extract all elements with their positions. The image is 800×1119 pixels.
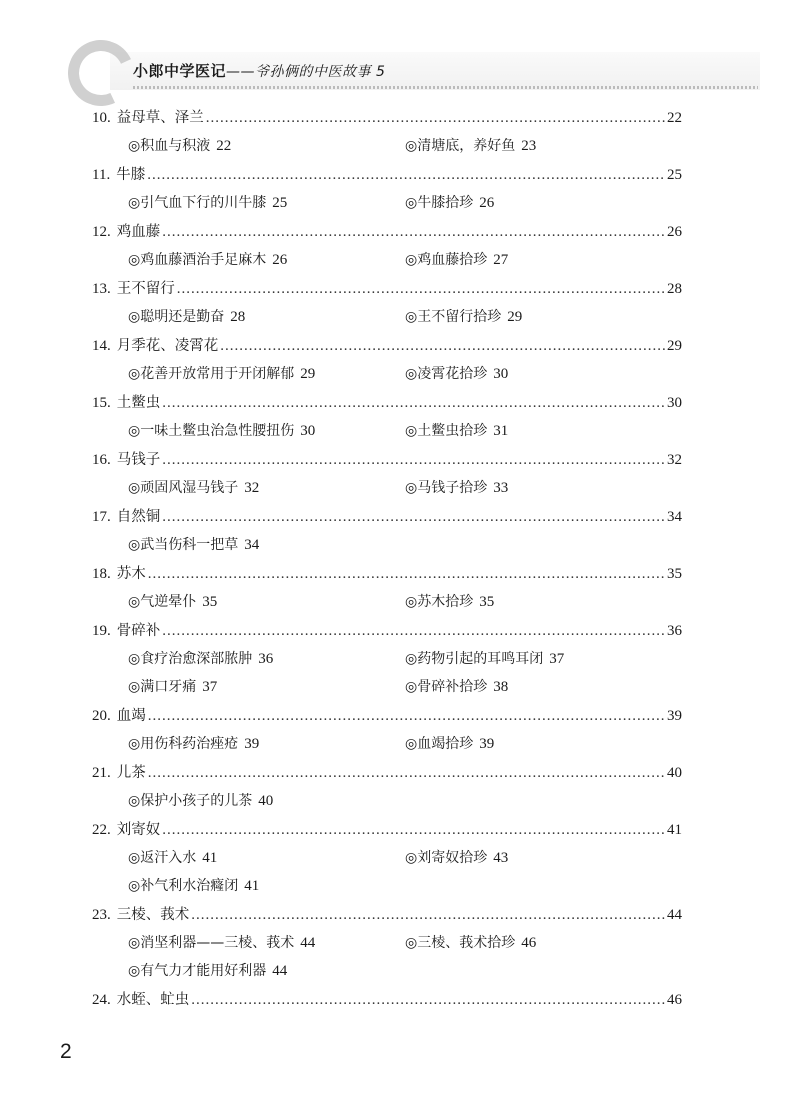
subsection-title: ◎土鳖虫拾珍 xyxy=(405,423,488,439)
toc-chapter xyxy=(92,389,682,445)
subsection-page: 36 xyxy=(258,651,274,667)
chapter-title-row[interactable] xyxy=(92,218,682,246)
chapter-number: 22. xyxy=(92,822,111,838)
chapter-page: 41 xyxy=(667,822,682,838)
subsection-entry[interactable] xyxy=(128,189,405,217)
subsection-page: 29 xyxy=(300,366,316,382)
chapter-title-row[interactable] xyxy=(92,986,682,1014)
chapter-title-row[interactable] xyxy=(92,560,682,588)
subsection-title: ◎积血与积液 xyxy=(128,138,211,154)
dot-leader xyxy=(162,503,665,531)
subsection-entry[interactable] xyxy=(128,787,430,815)
toc-chapter xyxy=(92,816,682,900)
toc-chapter xyxy=(92,161,682,217)
chapter-title-row[interactable] xyxy=(92,617,682,645)
subsection-page: 31 xyxy=(493,423,509,439)
subsection-entry[interactable] xyxy=(405,417,682,445)
page-number: 2 xyxy=(60,1040,72,1063)
subsection-page: 35 xyxy=(479,594,495,610)
chapter-page: 39 xyxy=(667,708,682,724)
subsection-row xyxy=(92,645,682,673)
subsection-entry[interactable] xyxy=(405,645,682,673)
book-subtitle: ——爷孙俩的中医故事 5 xyxy=(226,64,386,80)
subsection-entry[interactable] xyxy=(405,588,682,616)
chapter-title: 血竭 xyxy=(116,708,146,724)
subsection-page: 32 xyxy=(244,480,260,496)
subsection-entry[interactable] xyxy=(405,673,682,701)
dot-leader xyxy=(177,275,665,303)
table-of-contents xyxy=(92,104,682,1015)
chapter-page: 44 xyxy=(667,907,682,923)
subsection-entry[interactable] xyxy=(128,588,405,616)
subsection-entry[interactable] xyxy=(128,872,430,900)
chapter-page: 46 xyxy=(667,992,682,1008)
subsection-row xyxy=(92,844,682,872)
subsection-page: 34 xyxy=(244,537,260,553)
subsection-title: ◎药物引起的耳鸣耳闭 xyxy=(405,651,544,667)
subsection-title: ◎满口牙痛 xyxy=(128,679,197,695)
chapter-title: 牛膝 xyxy=(116,167,146,183)
subsection-page: 23 xyxy=(521,138,537,154)
subsection-title: ◎骨碎补拾珍 xyxy=(405,679,488,695)
subsection-page: 39 xyxy=(479,736,495,752)
chapter-page: 26 xyxy=(667,224,682,240)
chapter-title: 三棱、莪术 xyxy=(116,907,190,923)
subsection-page: 26 xyxy=(479,195,495,211)
subsection-title: ◎血竭拾珍 xyxy=(405,736,474,752)
chapter-page: 22 xyxy=(667,110,682,126)
subsection-page: 30 xyxy=(493,366,509,382)
toc-chapter xyxy=(92,759,682,815)
chapter-number: 15. xyxy=(92,395,111,411)
chapter-title: 自然铜 xyxy=(116,509,161,525)
toc-chapter xyxy=(92,702,682,758)
subsection-entry[interactable] xyxy=(128,474,405,502)
subsection-entry[interactable] xyxy=(128,360,405,388)
subsection-entry[interactable] xyxy=(128,132,405,160)
subsection-row xyxy=(92,132,682,160)
subsection-row xyxy=(92,730,682,758)
subsection-title: ◎顽固风湿马钱子 xyxy=(128,480,239,496)
subsection-title: ◎返汗入水 xyxy=(128,850,197,866)
dot-leader xyxy=(162,218,665,246)
subsection-title: ◎有气力才能用好利器 xyxy=(128,963,267,979)
subsection-row xyxy=(92,360,682,388)
subsection-title: ◎牛膝拾珍 xyxy=(405,195,474,211)
chapter-title-row[interactable] xyxy=(92,446,682,474)
chapter-title-row[interactable] xyxy=(92,901,682,929)
chapter-title: 骨碎补 xyxy=(116,623,161,639)
subsection-title: ◎刘寄奴拾珍 xyxy=(405,850,488,866)
chapter-page: 35 xyxy=(667,566,682,582)
subsection-page: 37 xyxy=(549,651,565,667)
subsection-title: ◎食疗治愈深部脓肿 xyxy=(128,651,253,667)
subsection-page: 41 xyxy=(244,878,260,894)
subsection-entry[interactable] xyxy=(128,929,405,957)
subsection-title: ◎苏木拾珍 xyxy=(405,594,474,610)
subsection-entry[interactable] xyxy=(128,957,430,985)
toc-chapter xyxy=(92,218,682,274)
chapter-title-row[interactable] xyxy=(92,332,682,360)
subsection-title: ◎气逆晕仆 xyxy=(128,594,197,610)
toc-chapter xyxy=(92,446,682,502)
subsection-entry[interactable] xyxy=(405,360,682,388)
chapter-page: 28 xyxy=(667,281,682,297)
subsection-entry[interactable] xyxy=(405,929,682,957)
dot-leader xyxy=(162,446,665,474)
subsection-title: ◎保护小孩子的儿茶 xyxy=(128,793,253,809)
subsection-entry[interactable] xyxy=(405,730,682,758)
book-title: 小郎中学医记 xyxy=(133,62,227,80)
toc-chapter xyxy=(92,901,682,985)
subsection-row xyxy=(92,588,682,616)
subsection-entry[interactable] xyxy=(128,645,405,673)
chapter-number: 19. xyxy=(92,623,111,639)
subsection-title: ◎清塘底，养好鱼 xyxy=(405,138,516,154)
dot-leader xyxy=(148,702,665,730)
subsection-page: 40 xyxy=(258,793,274,809)
subsection-row xyxy=(92,929,682,957)
dot-leader xyxy=(148,560,665,588)
subsection-row xyxy=(92,417,682,445)
chapter-title-row[interactable] xyxy=(92,816,682,844)
subsection-title: ◎聪明还是勤奋 xyxy=(128,309,225,325)
subsection-page: 37 xyxy=(202,679,218,695)
toc-chapter xyxy=(92,986,682,1014)
subsection-page: 44 xyxy=(300,935,316,951)
chapter-page: 32 xyxy=(667,452,682,468)
subsection-title: ◎马钱子拾珍 xyxy=(405,480,488,496)
chapter-number: 14. xyxy=(92,338,111,354)
subsection-page: 41 xyxy=(202,850,218,866)
subsection-row xyxy=(92,531,682,559)
subsection-row xyxy=(92,673,682,701)
subsection-page: 30 xyxy=(300,423,316,439)
chapter-title: 王不留行 xyxy=(116,281,175,297)
running-header xyxy=(133,60,385,81)
chapter-number: 24. xyxy=(92,992,111,1008)
chapter-page: 25 xyxy=(667,167,682,183)
toc-chapter xyxy=(92,617,682,701)
chapter-page: 30 xyxy=(667,395,682,411)
subsection-entry[interactable] xyxy=(405,246,682,274)
subsection-title: ◎鸡血藤酒治手足麻木 xyxy=(128,252,267,268)
chapter-title-row[interactable] xyxy=(92,759,682,787)
subsection-title: ◎消坚利器——三棱、莪术 xyxy=(128,935,295,951)
toc-chapter xyxy=(92,332,682,388)
subsection-entry[interactable] xyxy=(405,303,682,331)
chapter-page: 36 xyxy=(667,623,682,639)
chapter-title-row[interactable] xyxy=(92,389,682,417)
toc-chapter xyxy=(92,503,682,559)
subsection-page: 25 xyxy=(272,195,288,211)
subsection-entry[interactable] xyxy=(405,132,682,160)
subsection-title: ◎用伤科药治痤疮 xyxy=(128,736,239,752)
chapter-title: 苏木 xyxy=(116,566,146,582)
subsection-page: 26 xyxy=(272,252,288,268)
subsection-row xyxy=(92,246,682,274)
subsection-entry[interactable] xyxy=(128,246,405,274)
chapter-number: 23. xyxy=(92,907,111,923)
chapter-title-row[interactable] xyxy=(92,161,682,189)
subsection-page: 29 xyxy=(507,309,523,325)
chapter-title: 土鳖虫 xyxy=(116,395,161,411)
subsection-page: 38 xyxy=(493,679,509,695)
chapter-title: 马钱子 xyxy=(116,452,161,468)
subsection-title: ◎补气利水治癃闭 xyxy=(128,878,239,894)
subsection-title: ◎王不留行拾珍 xyxy=(405,309,502,325)
subsection-entry[interactable] xyxy=(128,531,430,559)
subsection-entry[interactable] xyxy=(405,844,682,872)
toc-chapter xyxy=(92,104,682,160)
chapter-number: 20. xyxy=(92,708,111,724)
subsection-row xyxy=(92,303,682,331)
dot-leader xyxy=(148,759,665,787)
chapter-number: 10. xyxy=(92,110,111,126)
chapter-page: 34 xyxy=(667,509,682,525)
subsection-page: 27 xyxy=(493,252,509,268)
subsection-row xyxy=(92,189,682,217)
dot-leader xyxy=(220,332,665,360)
subsection-title: ◎凌霄花拾珍 xyxy=(405,366,488,382)
chapter-title-row[interactable] xyxy=(92,503,682,531)
subsection-page: 33 xyxy=(493,480,509,496)
brush-circle-logo xyxy=(59,31,144,116)
subsection-title: ◎鸡血藤拾珍 xyxy=(405,252,488,268)
subsection-entry[interactable] xyxy=(128,844,405,872)
subsection-entry[interactable] xyxy=(128,673,405,701)
subsection-row xyxy=(92,957,682,985)
toc-chapter xyxy=(92,560,682,616)
chapter-title: 鸡血藤 xyxy=(116,224,161,240)
chapter-title: 刘寄奴 xyxy=(116,822,161,838)
chapter-number: 13. xyxy=(92,281,111,297)
dot-leader xyxy=(162,389,665,417)
dot-leader xyxy=(162,816,665,844)
chapter-number: 17. xyxy=(92,509,111,525)
chapter-title-row[interactable] xyxy=(92,275,682,303)
subsection-row xyxy=(92,474,682,502)
subsection-page: 39 xyxy=(244,736,260,752)
dot-leader xyxy=(191,901,665,929)
subsection-entry[interactable] xyxy=(405,189,682,217)
chapter-number: 16. xyxy=(92,452,111,468)
subsection-entry[interactable] xyxy=(405,474,682,502)
subsection-page: 22 xyxy=(216,138,232,154)
chapter-page: 40 xyxy=(667,765,682,781)
dot-leader xyxy=(147,161,665,189)
subsection-title: ◎花善开放常用于开闭解郁 xyxy=(128,366,295,382)
header-divider xyxy=(133,86,758,89)
subsection-title: ◎三棱、莪术拾珍 xyxy=(405,935,516,951)
subsection-entry[interactable] xyxy=(128,417,405,445)
chapter-title-row[interactable] xyxy=(92,104,682,132)
chapter-number: 18. xyxy=(92,566,111,582)
subsection-page: 35 xyxy=(202,594,218,610)
chapter-number: 11. xyxy=(92,167,111,183)
subsection-entry[interactable] xyxy=(128,730,405,758)
subsection-entry[interactable] xyxy=(128,303,405,331)
subsection-title: ◎武当伤科一把草 xyxy=(128,537,239,553)
chapter-title: 水蛭、虻虫 xyxy=(116,992,190,1008)
toc-chapter xyxy=(92,275,682,331)
chapter-number: 12. xyxy=(92,224,111,240)
subsection-page: 46 xyxy=(521,935,537,951)
subsection-page: 43 xyxy=(493,850,509,866)
subsection-page: 44 xyxy=(272,963,288,979)
subsection-page: 28 xyxy=(230,309,246,325)
subsection-row xyxy=(92,872,682,900)
subsection-title: ◎引气血下行的川牛膝 xyxy=(128,195,267,211)
chapter-page: 29 xyxy=(667,338,682,354)
subsection-title: ◎一味土鳖虫治急性腰扭伤 xyxy=(128,423,295,439)
chapter-title: 益母草、泽兰 xyxy=(116,110,204,126)
chapter-title: 儿茶 xyxy=(116,765,146,781)
dot-leader xyxy=(191,986,665,1014)
chapter-title-row[interactable] xyxy=(92,702,682,730)
chapter-title: 月季花、凌霄花 xyxy=(116,338,219,354)
dot-leader xyxy=(206,104,665,132)
chapter-number: 21. xyxy=(92,765,111,781)
dot-leader xyxy=(162,617,665,645)
subsection-row xyxy=(92,787,682,815)
